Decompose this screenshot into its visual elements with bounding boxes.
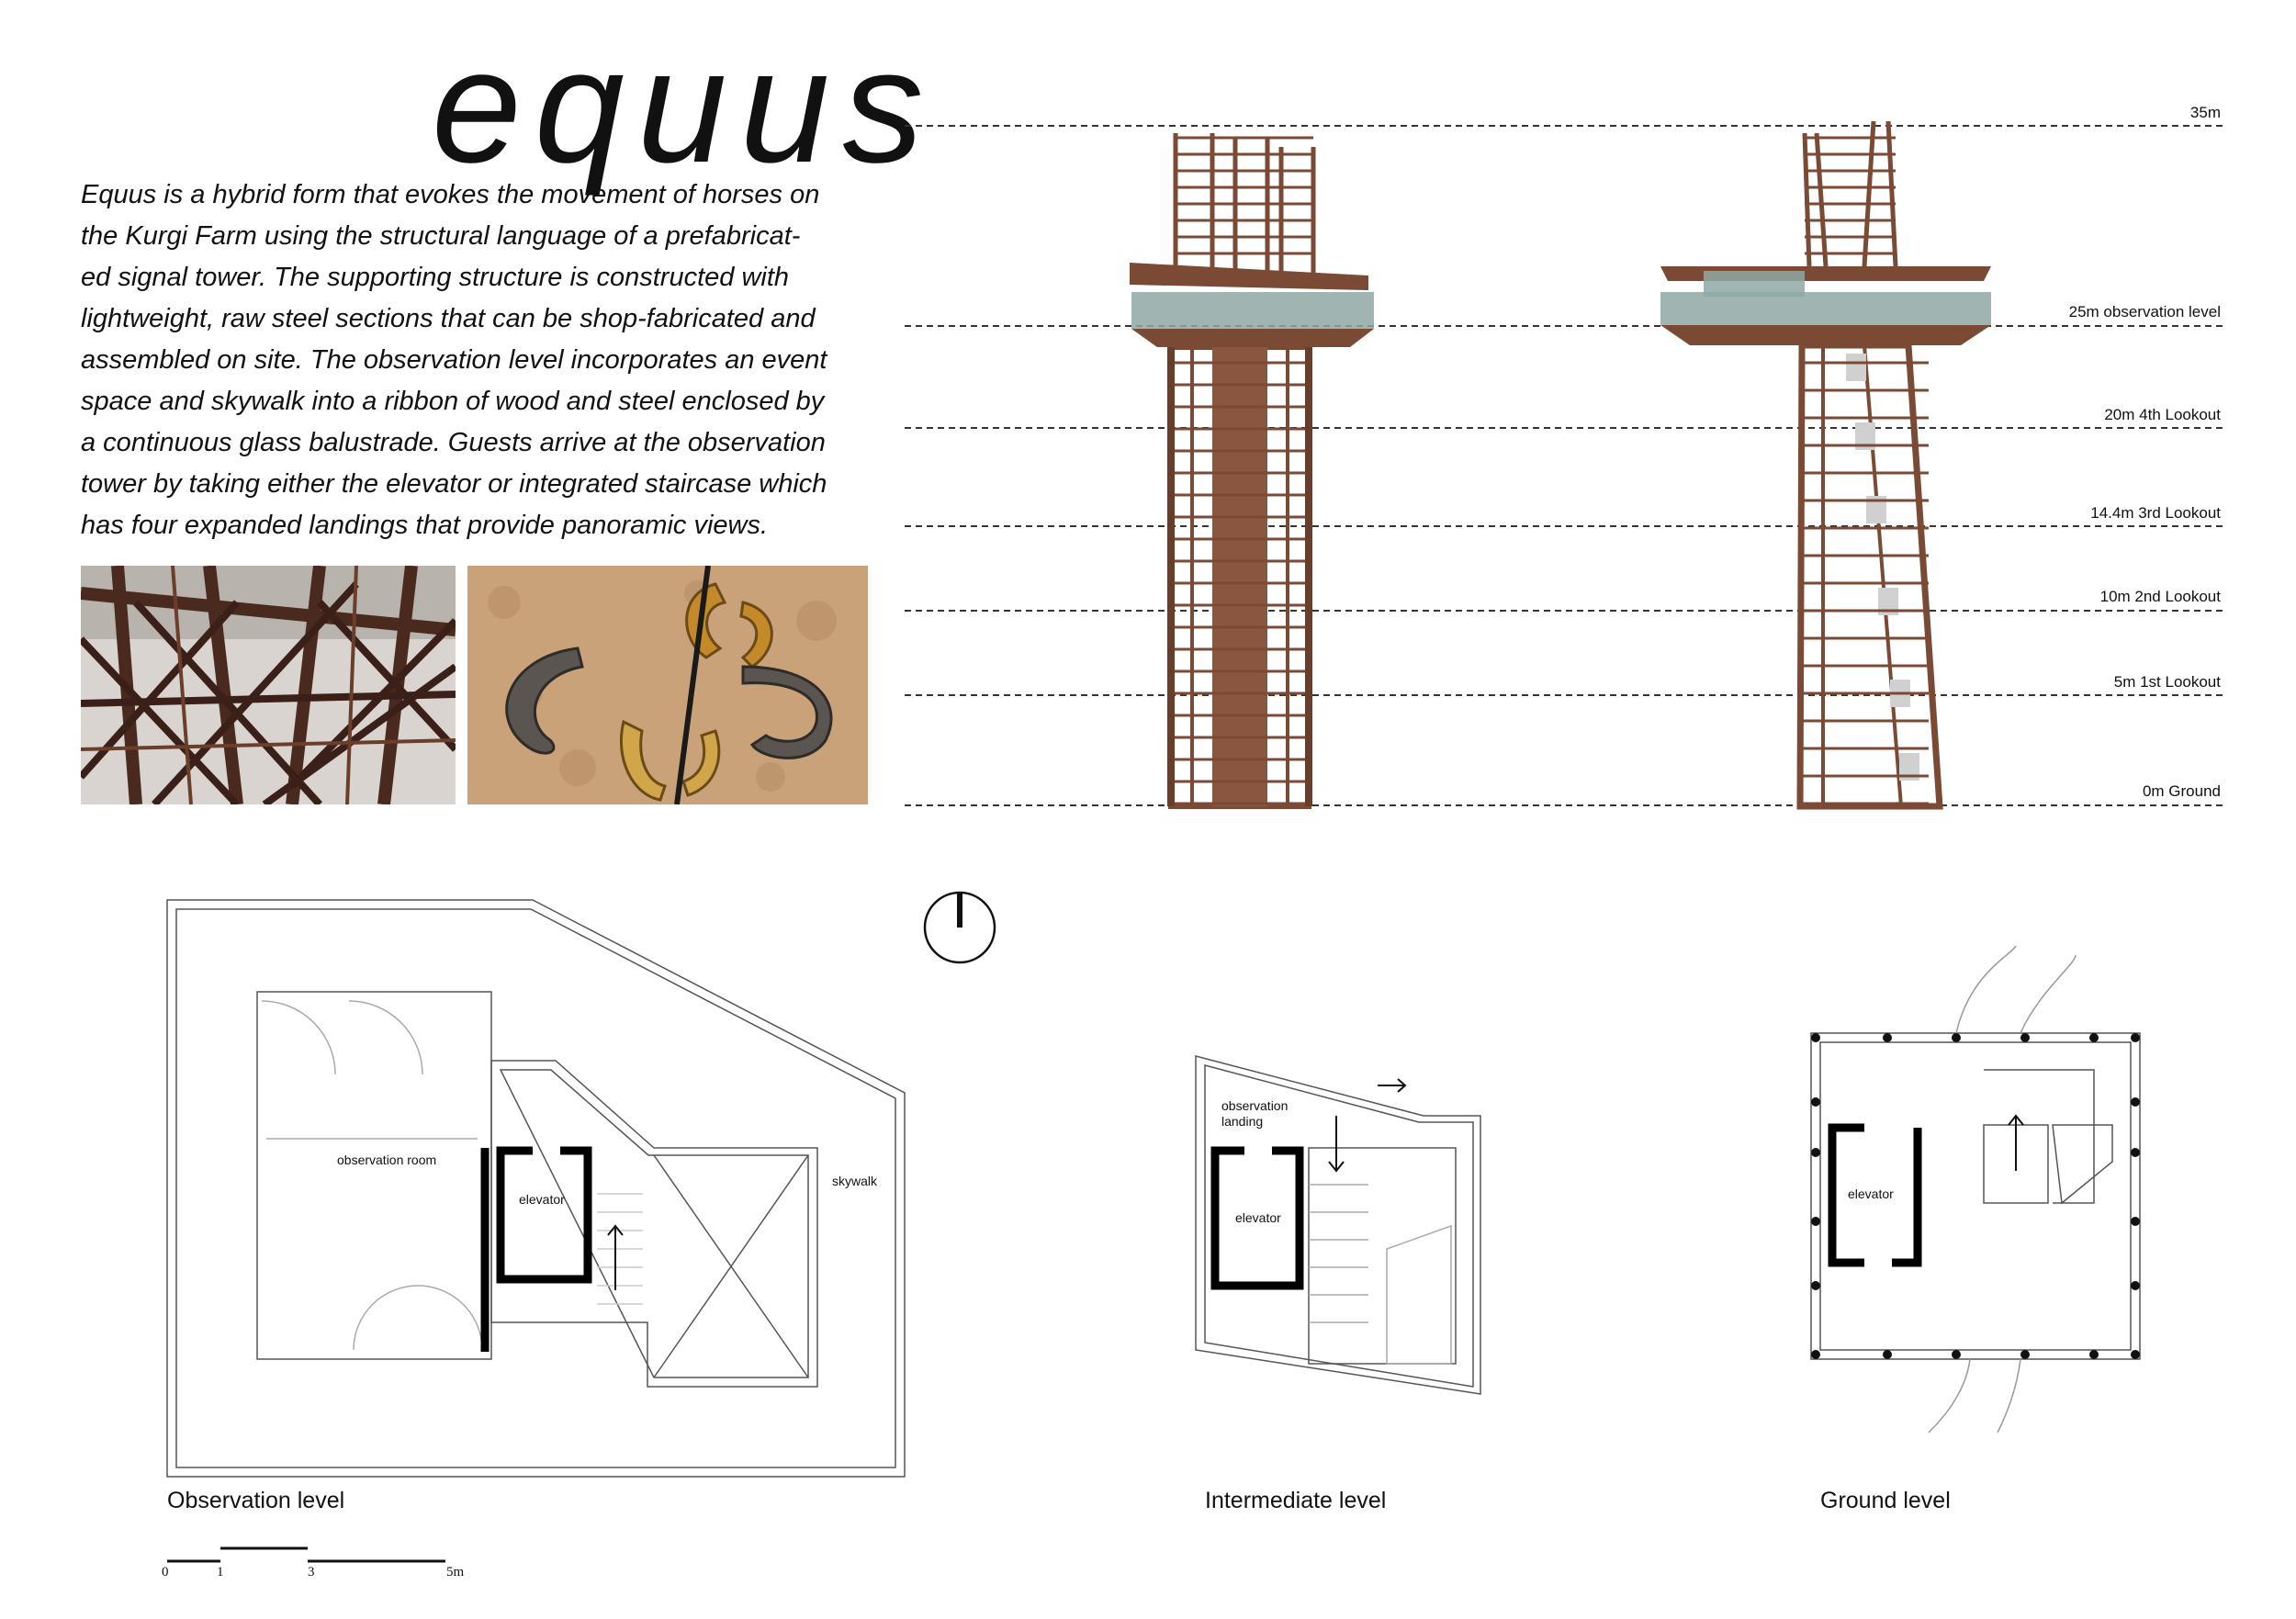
column-dot [1952,1350,1961,1359]
level-label-4th-lookout: 20m 4th Lookout [2104,406,2221,423]
observation-landing-label-1: observation [1221,1098,1289,1113]
scale-tick-3: 3 [308,1565,315,1580]
level-label-2nd-lookout: 10m 2nd Lookout [2099,588,2221,605]
ground-elevator-label: elevator [1848,1186,1894,1201]
description-line: lightweight, raw steel sections that can be shop-fabricated and [81,304,816,333]
description-line: has four expanded landings that provide panoramic views. [81,511,769,540]
observation-stair-arrow [608,1226,623,1290]
level-label-observation: 25m observation level [2068,303,2221,320]
observation-level-plan [167,900,905,1477]
column-dot [2131,1033,2140,1042]
column-dot [2020,1350,2030,1359]
column-dot [2131,1350,2140,1359]
scale-tick-0: 0 [162,1565,169,1580]
ground-stair-arrow [2009,1116,2023,1171]
intermediate-arrows [1329,1079,1405,1171]
tower-elevation-front [1130,133,1374,806]
level-lines [905,126,2224,805]
north-arrow-icon [925,893,995,962]
column-dot [2131,1097,2140,1107]
column-dot [2089,1350,2099,1359]
level-label-1st-lookout: 5m 1st Lookout [2113,673,2221,691]
description-line: space and skywalk into a ribbon of wood and steel enclosed by [81,387,825,416]
column-dot [1811,1033,1820,1042]
column-dot [1811,1097,1820,1107]
column-dot [1811,1148,1820,1157]
description-line: tower by taking either the elevator or integrated staircase which [81,469,827,499]
level-label-35m: 35m [2189,104,2221,121]
scale-tick-1: 1 [217,1565,224,1580]
column-dot [2131,1148,2140,1157]
column-dot [1883,1350,1892,1359]
description-line: Equus is a hybrid form that evokes the movement of horses on [81,180,820,209]
column-dot [1883,1033,1892,1042]
observation-room-label: observation room [337,1152,437,1167]
intermediate-elevator-label: elevator [1235,1210,1281,1225]
skywalk-label: skywalk [832,1174,878,1188]
description-line: a continuous glass balustrade. Guests arrive at the observation [81,428,826,457]
scale-bar [167,1548,445,1561]
description-line: ed signal tower. The supporting structure is constructed with [81,263,790,292]
column-dot [2020,1033,2030,1042]
column-dot [1811,1217,1820,1226]
observation-elevator-walls [485,1148,588,1352]
column-dot [1952,1033,1961,1042]
tower-elevation-side [1660,121,1991,806]
observation-elevator-label: elevator [519,1192,565,1207]
observation-level-title: Observation level [167,1488,345,1513]
column-dot [1811,1350,1820,1359]
description-line: the Kurgi Farm using the structural language of a prefabricat- [81,221,801,251]
project-title: equus [432,17,937,197]
level-label-3rd-lookout: 14.4m 3rd Lookout [2090,504,2221,522]
intermediate-level-title: Intermediate level [1205,1488,1387,1513]
column-dot [2131,1281,2140,1290]
column-dot [1811,1281,1820,1290]
scale-tick-5m: 5m [446,1565,465,1580]
observation-landing-label-2: landing [1221,1114,1264,1129]
description-line: assembled on site. The observation level incorporates an event [81,345,827,375]
column-dot [2131,1217,2140,1226]
column-dot [2089,1033,2099,1042]
level-label-ground: 0m Ground [2142,782,2221,800]
ground-level-title: Ground level [1820,1488,1951,1513]
